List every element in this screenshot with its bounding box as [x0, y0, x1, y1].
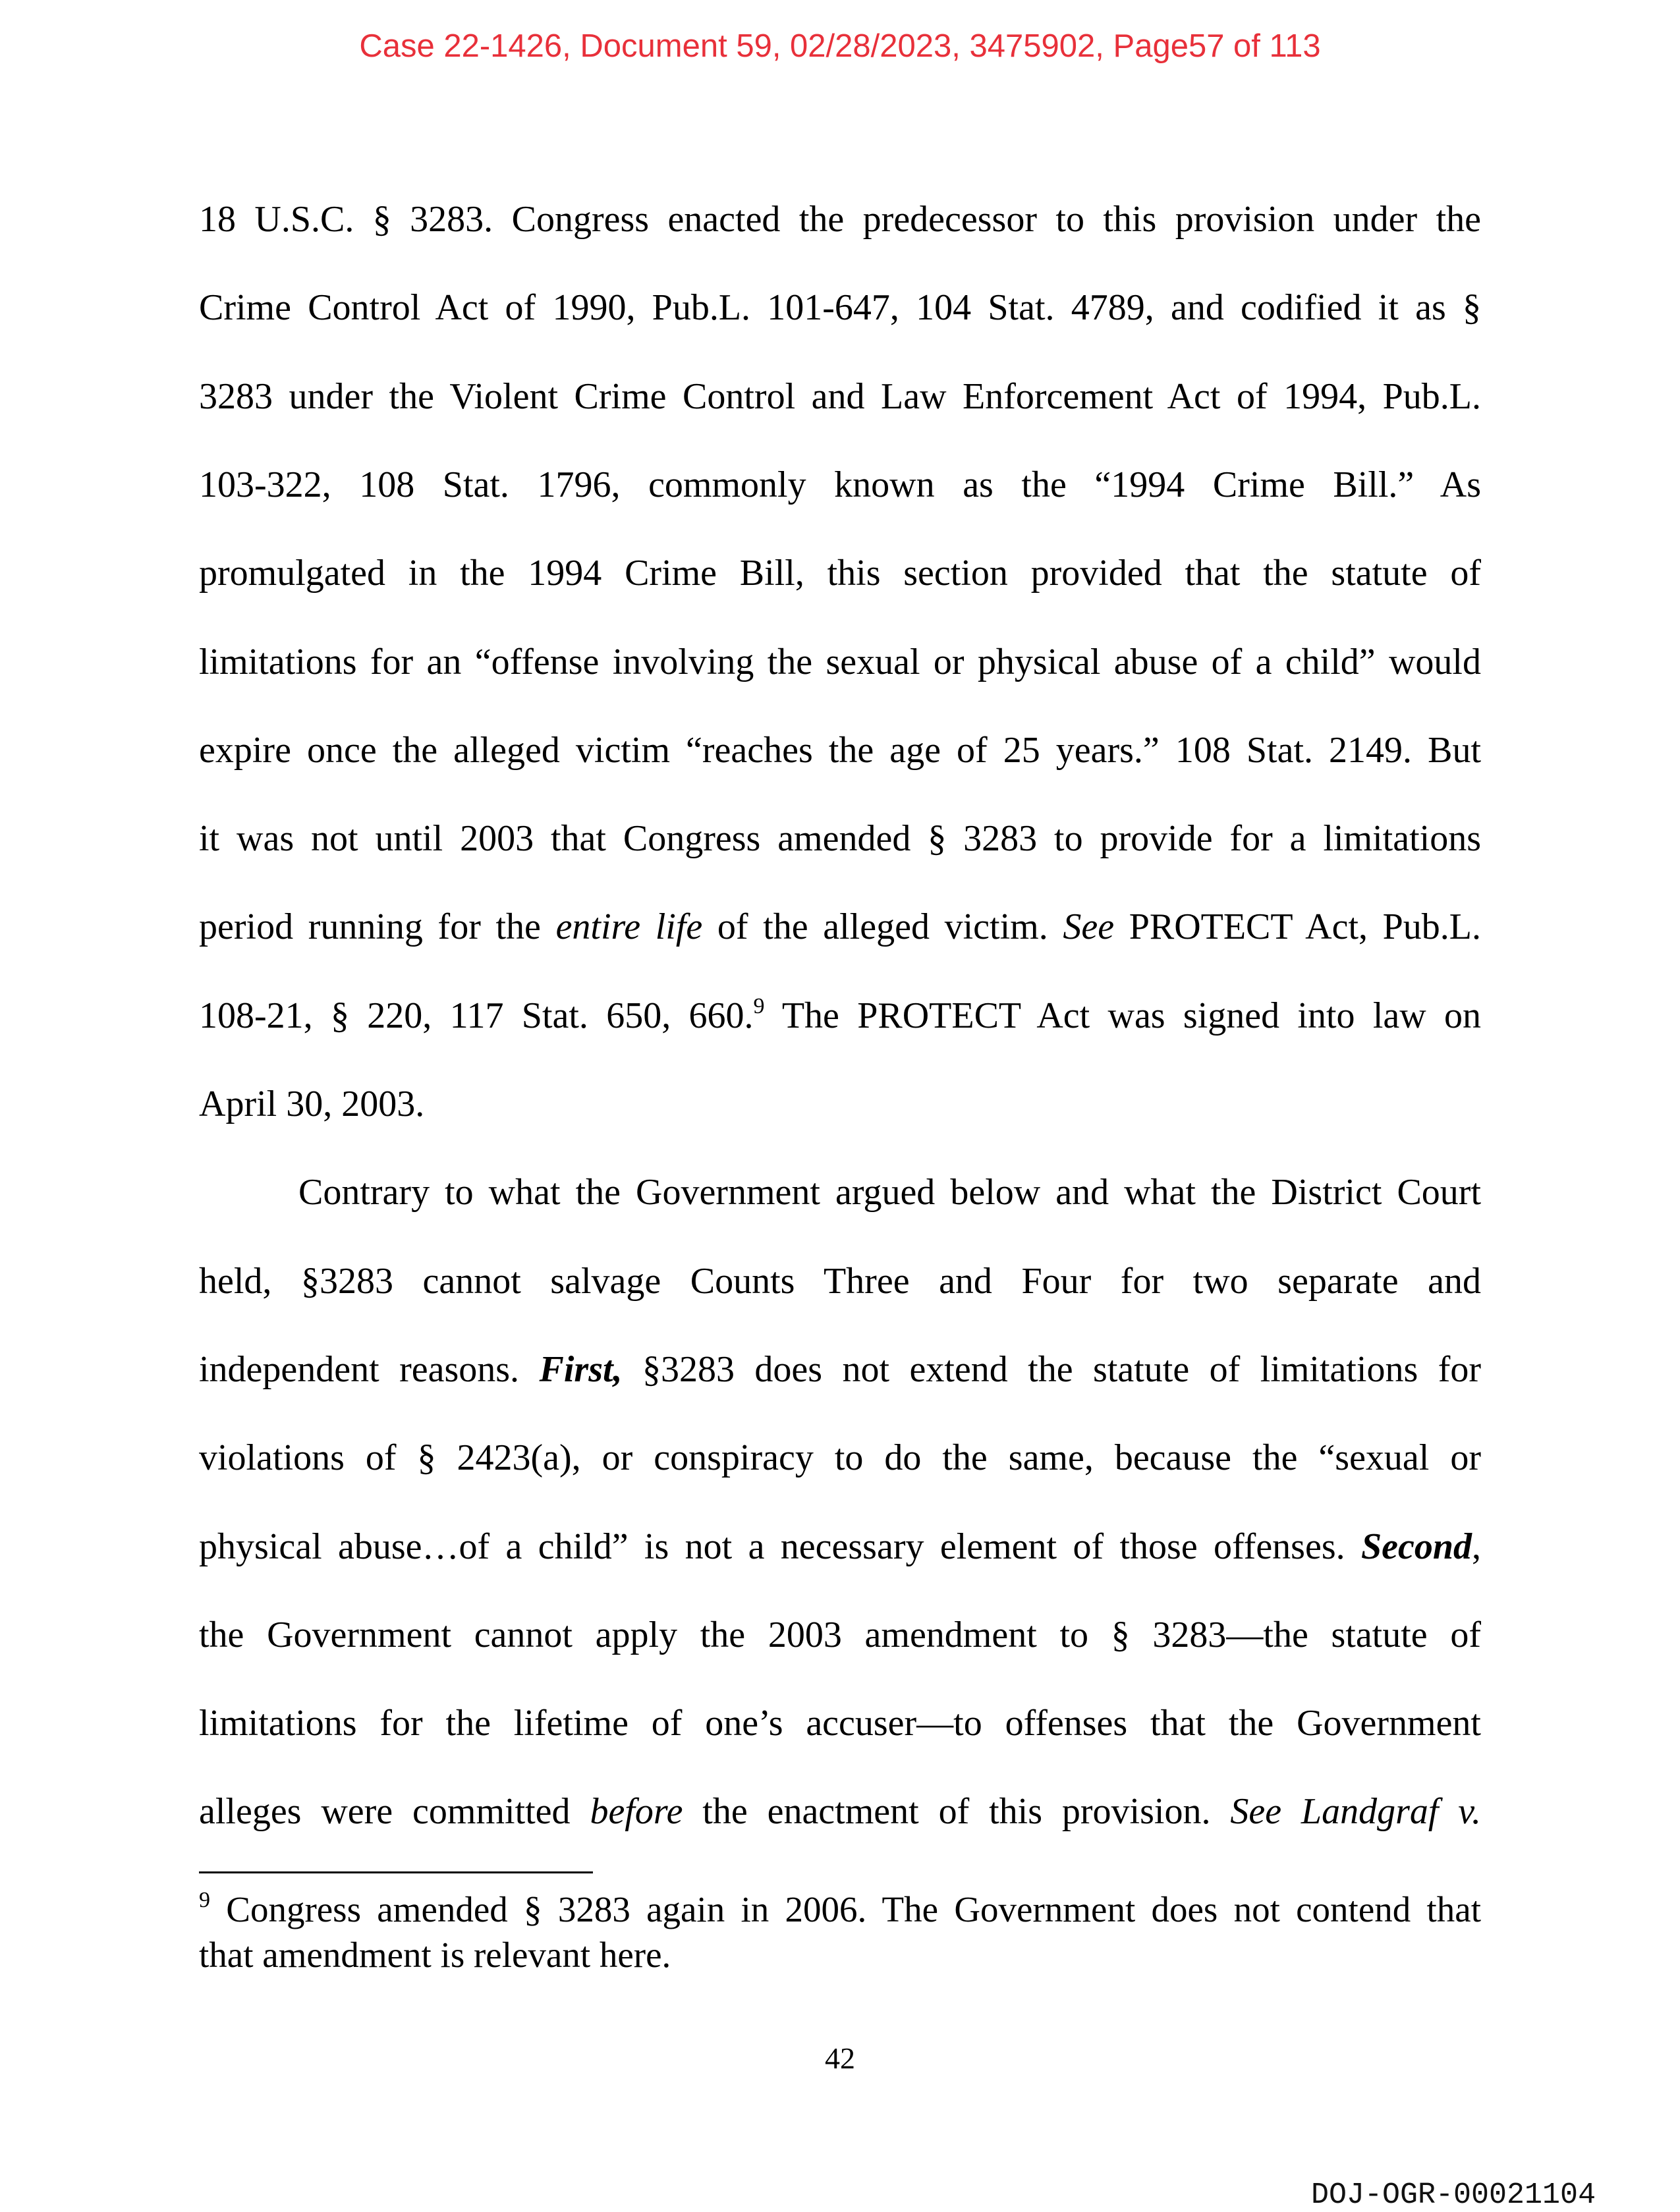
line-text: Crime Control Act of 1990, Pub.L. 101-647, 104 Stat. 4789, and codified it as §: [199, 287, 1481, 328]
body-line-4: [199, 466, 1481, 503]
body-line-19: [199, 1793, 1481, 1830]
line-text: violations of § 2423(a), or conspiracy to do the same, because the “sexual or: [199, 1437, 1481, 1478]
emphasized-text: See: [1063, 906, 1115, 947]
case-header-stamp: Case 22-1426, Document 59, 02/28/2023, 3475902, Page57 of 113: [359, 28, 1321, 64]
emphasized-text: First,: [539, 1349, 623, 1390]
body-line-17: [199, 1617, 1481, 1653]
line-text: ,: [1472, 1526, 1481, 1567]
line-text: held, §3283 cannot salvage Counts Three and Four for two separate and: [199, 1261, 1481, 1302]
footnote-9-line-1: [199, 1888, 1481, 1929]
line-text: limitations for the lifetime of one’s accuser—to offenses that the Government: [199, 1703, 1481, 1744]
line-text: independent reasons.: [199, 1349, 540, 1390]
body-line-9: [199, 908, 1481, 945]
line-text: April 30, 2003.: [199, 1084, 425, 1124]
line-text: alleges were committed: [199, 1791, 590, 1832]
line-text: the Government cannot apply the 2003 amendment to § 3283—the statute of: [199, 1615, 1481, 1655]
footnote-9-line-2: [199, 1937, 1481, 1973]
line-text: of the alleged victim.: [702, 906, 1063, 947]
body-line-13: [199, 1263, 1481, 1300]
line-text: limitations for an “offense involving the sexual or physical abuse of a child” would: [199, 642, 1481, 682]
body-line-2: [199, 289, 1481, 326]
line-text: §3283 does not extend the statute of limitations for: [622, 1349, 1481, 1390]
line-text: The PROTECT Act was signed into law on: [764, 995, 1482, 1036]
emphasized-text: See Landgraf v.: [1230, 1791, 1482, 1832]
line-text: expire once the alleged victim “reaches the age of 25 years.” 108 Stat. 2149. But: [199, 730, 1481, 771]
page-number: 42: [825, 2041, 855, 2075]
footnote-number: 9: [199, 1888, 210, 1912]
line-text: 18 U.S.C. § 3283. Congress enacted the predecessor to this provision under the: [199, 199, 1481, 240]
emphasized-text: Second: [1361, 1526, 1472, 1567]
body-line-14: [199, 1351, 1481, 1388]
body-line-8: [199, 820, 1481, 857]
emphasized-text: before: [590, 1791, 683, 1832]
line-text: period running for the: [199, 906, 556, 947]
body-line-15: [199, 1439, 1481, 1476]
emphasized-text: entire life: [555, 906, 703, 947]
bates-number: DOJ-OGR-00021104: [1311, 2178, 1596, 2212]
body-line-5: [199, 555, 1481, 592]
line-text: promulgated in the 1994 Crime Bill, this section provided that the statute of: [199, 553, 1481, 594]
line-text: it was not until 2003 that Congress amended § 3283 to provide for a limitations: [199, 818, 1481, 859]
body-line-16: [199, 1528, 1481, 1565]
body-line-6: [199, 644, 1481, 680]
line-text: physical abuse…of a child” is not a necessary element of those offenses.: [199, 1526, 1361, 1567]
body-line-18: [199, 1705, 1481, 1742]
body-line-7: [199, 732, 1481, 769]
line-text: the enactment of this provision.: [683, 1791, 1231, 1832]
line-text: 108-21, § 220, 117 Stat. 650, 660.: [199, 995, 754, 1036]
line-text: PROTECT Act, Pub.L.: [1114, 906, 1482, 947]
line-text: Contrary to what the Government argued below and what the District Court: [298, 1172, 1481, 1213]
body-line-10: [199, 994, 1482, 1036]
footnote-separator-rule: [199, 1871, 593, 1873]
body-line-3: [199, 378, 1481, 415]
footnote-reference[interactable]: 9: [753, 994, 765, 1018]
footnote-text-2: that amendment is relevant here.: [199, 1935, 671, 1975]
line-text: 3283 under the Violent Crime Control and Law Enforcement Act of 1994, Pub.L.: [199, 376, 1481, 417]
line-text: 103-322, 108 Stat. 1796, commonly known as the “1994 Crime Bill.” As: [199, 464, 1481, 505]
body-line-11: [199, 1086, 1481, 1122]
body-line-1: [199, 201, 1481, 238]
body-line-12: [199, 1174, 1481, 1211]
footnote-text-1: Congress amended § 3283 again in 2006. The Government does not contend that: [210, 1889, 1481, 1929]
